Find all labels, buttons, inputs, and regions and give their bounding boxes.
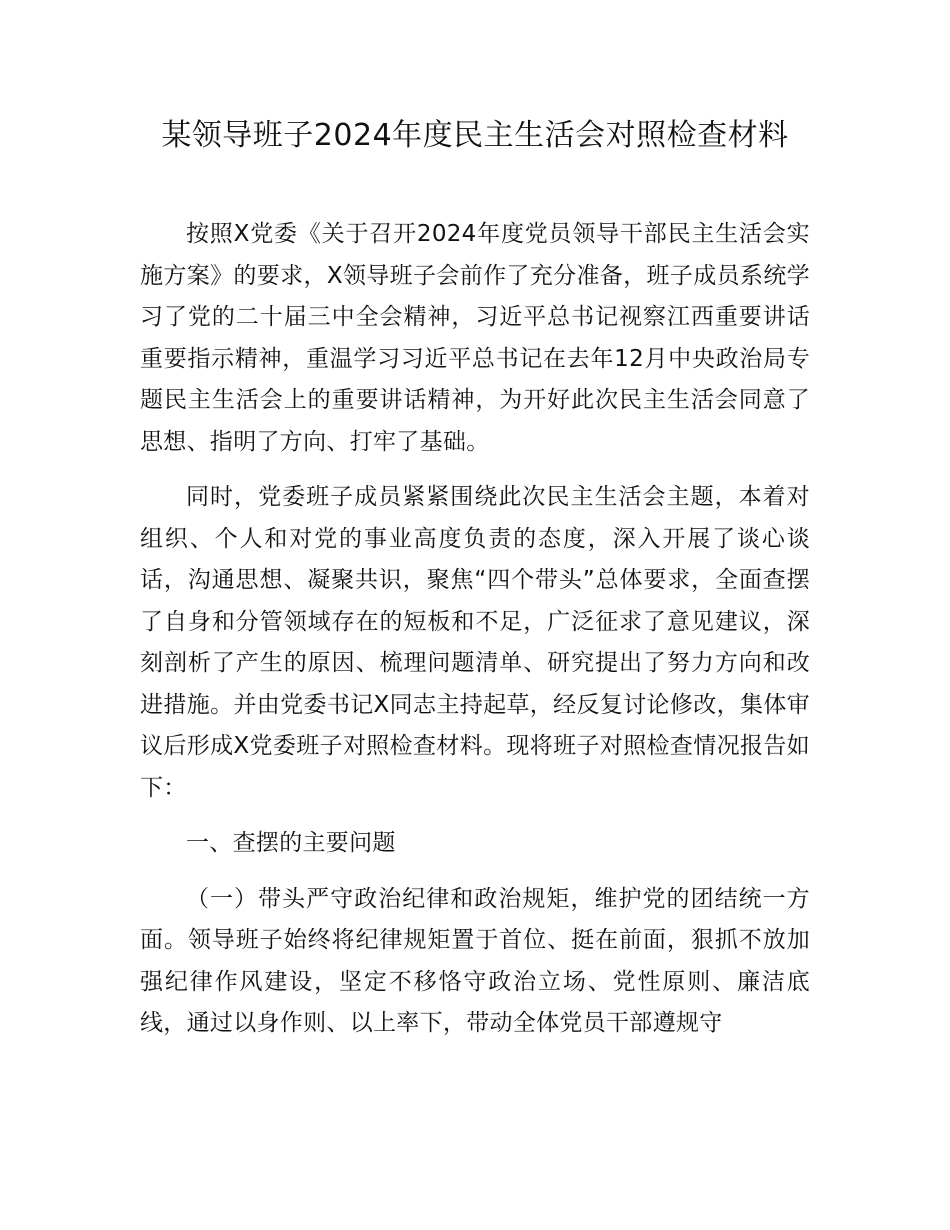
paragraph-section-one: （一）带头严守政治纪律和政治规矩，维护党的团结统一方面。领导班子始终将纪律规矩置于首位、挺在前面，狠抓不放加强纪律作风建设，坚定不移恪守政治立场、党性原则、廉洁底线，通过以身作则、以上率下，带动全体党员干部遵规守 bbox=[140, 885, 810, 1036]
section-heading: 一、查摆的主要问题 bbox=[186, 830, 396, 856]
paragraph-gap bbox=[140, 809, 810, 823]
document-title: 某领导班子2024年度民主生活会对照检查材料 bbox=[161, 118, 789, 153]
paragraph-gap bbox=[140, 463, 810, 477]
document-body bbox=[140, 214, 810, 1045]
paragraph-gap bbox=[140, 865, 810, 879]
paragraph-intro: 按照X党委《关于召开2024年度党员领导干部民主生活会实施方案》的要求，X领导班子会前作了充分准备，班子成员系统学习了党的二十届三中全会精神，习近平总书记视察江西重要讲话重要指示精神，重温学习习近平总书记在去年12月中央政治局专题民主生活会上的重要讲话精神，为开好此次民主生活会同意了思想、指明了方向、打牢了基础。 bbox=[140, 221, 810, 455]
paragraph-process: 同时，党委班子成员紧紧围绕此次民主生活会主题，本着对组织、个人和对党的事业高度负责的态度，深入开展了谈心谈话，沟通思想、凝聚共识，聚焦“四个带头”总体要求，全面查摆了自身和分管领域存在的短板和不足，广泛征求了意见建议，深刻剖析了产生的原因、梳理问题清单、研究提出了努力方向和改进措施。并由党委书记X同志主持起草，经反复讨论修改，集体审议后形成X党委班子对照检查材料。现将班子对照检查情况报告如下： bbox=[140, 484, 810, 801]
